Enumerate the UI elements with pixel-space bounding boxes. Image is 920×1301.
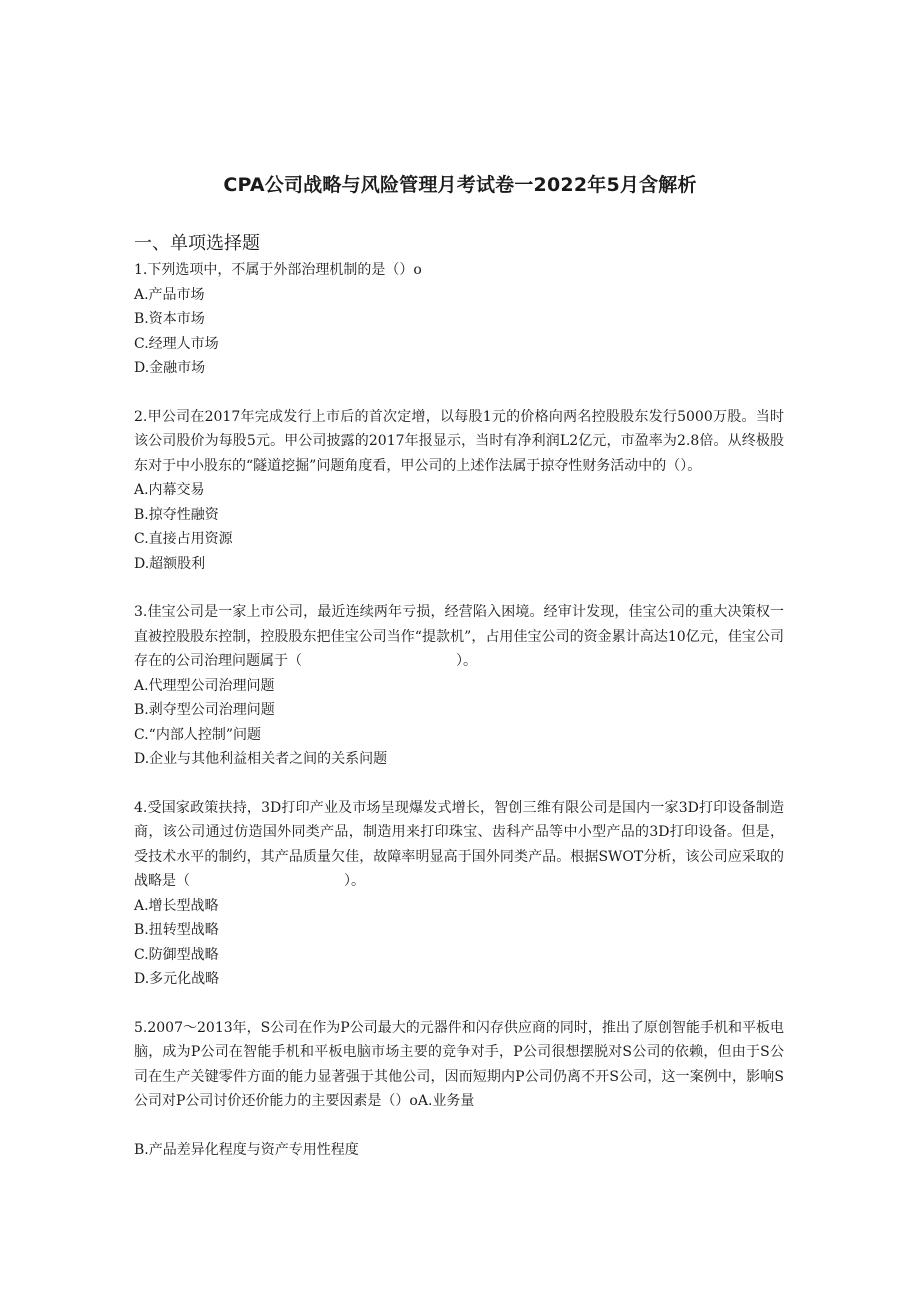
question-text: 2.甲公司在2017年完成发行上市后的首次定增，以每股1元的价格向两名控股股东发行5000万股。当时该公司股价为每股5元。甲公司披露的2017年报显示，当时有净利润L2亿元，市盈率为2.8倍。从终极股东对于中小股东的“隧道挖掘”问题角度看，甲公司的上述作法属于掠夺性财务活动中的（）。	[134, 408, 784, 474]
question-3	[134, 600, 784, 772]
option-b: B.资本市场	[134, 311, 205, 327]
option-b: B.扭转型战略	[134, 922, 219, 938]
document-body	[134, 232, 784, 1162]
option-d: D.多元化战略	[134, 971, 220, 987]
option-b: B.剥夺型公司治理问题	[134, 702, 275, 718]
option-b: B.产品差异化程度与资产专用性程度	[134, 1141, 359, 1158]
question-text: 4.受国家政策扶持，3D打印产业及市场呈现爆发式增长，智创三维有限公司是国内一家3D打印设备制造商，该公司通过仿造国外同类产品，制造用来打印珠宝、齿科产品等中小型产品的3D打印设备。但是，受技术水平的制约，其产品质量欠佳，故障率明显高于国外同类产品。根据SWOT分析，该公司应采取的战略是（ ）。	[134, 799, 784, 889]
question-1	[134, 258, 784, 381]
question-text: 5.2007～2013年，S公司在作为P公司最大的元器件和闪存供应商的同时，推出了原创智能手机和平板电脑，成为P公司在智能手机和平板电脑市场主要的竞争对手，P公司很想摆脱对S公司的依赖，但由于S公司在生产关键零件方面的能力显著强于其他公司，因而短期内P公司仍离不开S公司，这一案例中，影响S公司对P公司讨价还价能力的主要因素是（）oA.业务量	[134, 1019, 784, 1109]
option-a: A.内幕交易	[134, 482, 205, 498]
option-c: C.“内部人控制”问题	[134, 726, 261, 743]
option-b: B.掠夺性融资	[134, 506, 219, 523]
option-c: C.防御型战略	[134, 946, 219, 963]
option-a: A.增长型战略	[134, 897, 219, 914]
option-d: D.金融市场	[134, 360, 206, 376]
question-4	[134, 796, 784, 992]
option-d: D.企业与其他利益相关者之间的关系问题	[134, 751, 388, 767]
option-c: C.经理人市场	[134, 335, 219, 352]
option-c: C.直接占用资源	[134, 531, 233, 547]
question-5	[134, 1016, 784, 1114]
section-heading: 一、单项选择题	[134, 233, 260, 254]
question-2	[134, 405, 784, 577]
question-text: 3.佳宝公司是一家上市公司，最近连续两年亏损，经营陷入困境。经审计发现，佳宝公司的重大决策权一直被控股股东控制，控股股东把佳宝公司当作“提款机”，占用佳宝公司的资金累计高达10亿元，佳宝公司存在的公司治理问题属于（ ）。	[134, 604, 784, 669]
document-title: CPA公司战略与风险管理月考试卷一2022年5月含解析	[223, 174, 697, 196]
option-a: A.代理型公司治理问题	[134, 677, 275, 694]
question-text: 1.下列选项中，不属于外部治理机制的是（）o	[134, 262, 422, 278]
option-a: A.产品市场	[134, 286, 205, 303]
option-d: D.超额股利	[134, 555, 206, 572]
